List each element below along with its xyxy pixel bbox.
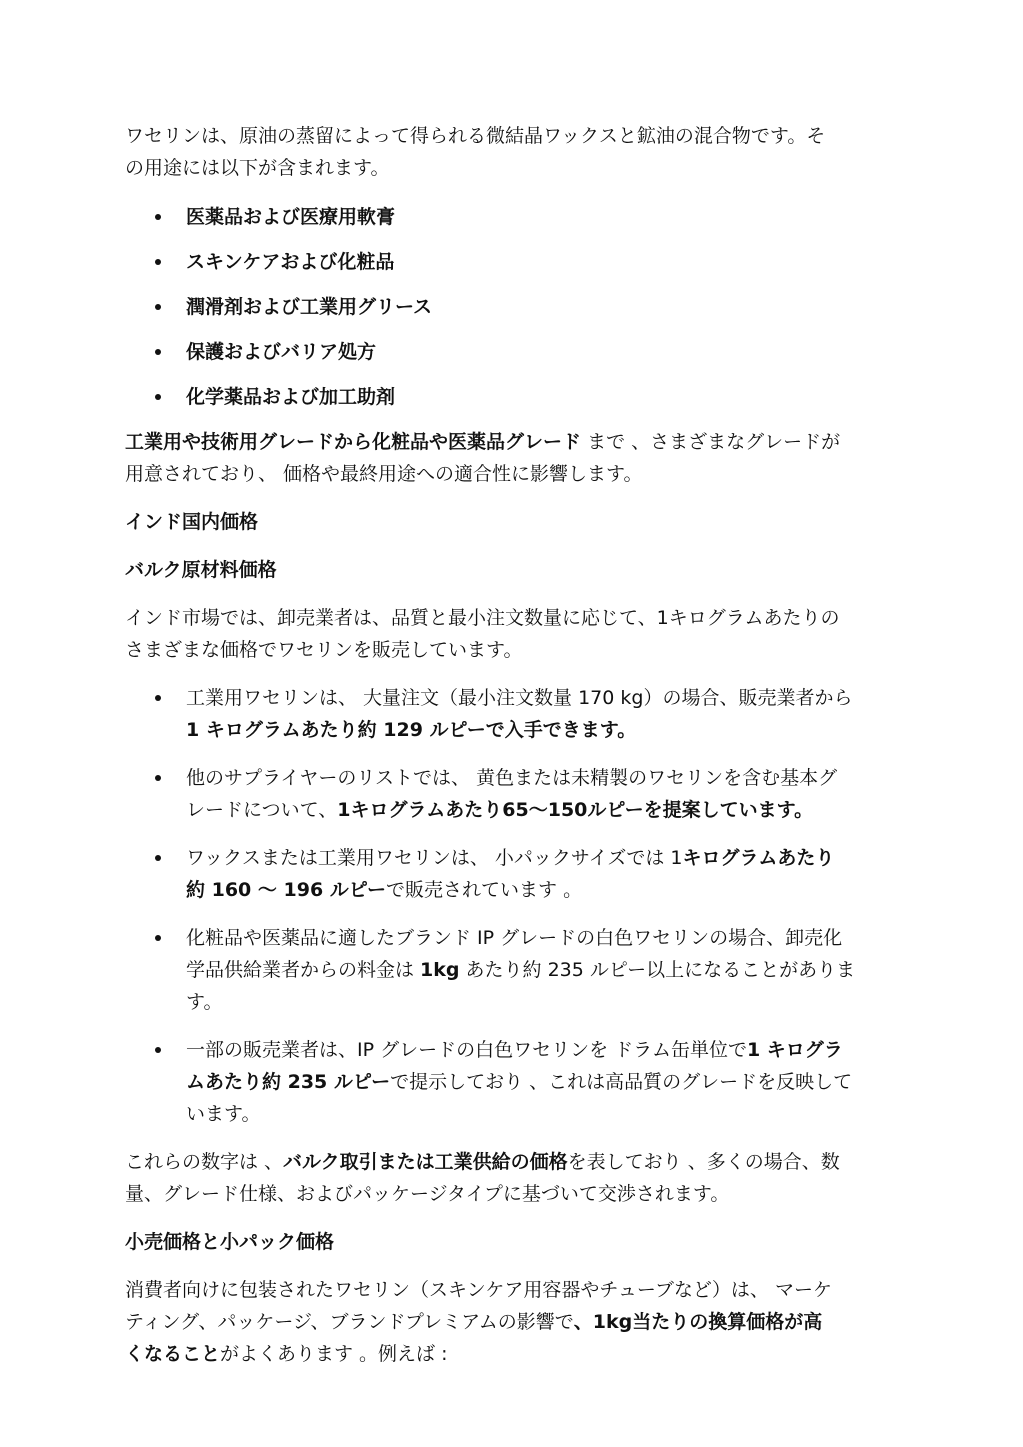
list-item: スキンケアおよび化粧品 (125, 246, 900, 278)
list-item: 他のサプライヤーのリストでは、 黄色または未精製のワセリンを含む基本グ レードについて、1キログラムあたり65〜150ルピーを提案しています。 (125, 762, 900, 826)
bullet-icon (155, 394, 161, 400)
bullet-icon (155, 349, 161, 355)
intro-line-1: ワセリンは、原油の蒸留によって得られる微結晶ワックスと鉱油の混合物です。そ (125, 125, 826, 147)
list-item: 保護およびバリア処方 (125, 336, 900, 368)
list-item: 一部の販売業者は、IP グレードの白色ワセリンを ドラム缶単位で1 キログラ ムあたり約 235 ルピーで提示しており 、これは高品質のグレードを反映して います。 (125, 1034, 900, 1130)
list-item: 医薬品および医療用軟膏 (125, 201, 900, 233)
bulk-intro-paragraph: インド市場では、卸売業者は、品質と最小注文数量に応じて、1キログラムあたりの さまざまな価格でワセリンを販売しています。 (125, 607, 840, 661)
list-item: 潤滑剤および工業用グリース (125, 291, 900, 323)
heading-retail: 小売価格と小パック価格 (125, 1231, 335, 1253)
retail-paragraph: 消費者向けに包装されたワセリン（スキンケア用容器やチューブなど）は、 マーケ ティング、パッケージ、ブランドプレミアムの影響で、1kg当たりの換算価格が高 くなることがよくあります 。例えば : (125, 1279, 832, 1365)
bullet-icon (155, 935, 161, 941)
list-item: 化粧品や医薬品に適したブランド IP グレードの白色ワセリンの場合、卸売化 学品供給業者からの料金は 1kg あたり約 235 ルピー以上になることがありま す。 (125, 922, 900, 1018)
bullet-icon (155, 775, 161, 781)
bullet-icon (155, 304, 161, 310)
bullet-icon (155, 214, 161, 220)
list-item: 化学薬品および加工助剤 (125, 381, 900, 413)
intro-line-2: の用途には以下が含まれます。 (125, 157, 390, 179)
list-item: 工業用ワセリンは、 大量注文（最小注文数量 170 kg）の場合、販売業者から 1 キログラムあたり約 129 ルピーで入手できます。 (125, 682, 900, 746)
bullet-icon (155, 855, 161, 861)
bullet-icon (155, 1047, 161, 1053)
prices-list (125, 682, 900, 1130)
summary-paragraph: これらの数字は 、バルク取引または工業供給の価格を表しており 、多くの場合、数 量、グレード仕様、およびパッケージタイプに基づいて交渉されます。 (125, 1151, 840, 1205)
document-page (125, 120, 900, 1370)
heading-india: インド国内価格 (125, 511, 259, 533)
heading-bulk: バルク原材料価格 (125, 559, 277, 581)
intro-paragraph (125, 120, 900, 184)
bullet-icon (155, 259, 161, 265)
list-item: ワックスまたは工業用ワセリンは、 小パックサイズでは 1キログラムあたり 約 160 〜 196 ルピーで販売されています 。 (125, 842, 900, 906)
uses-list (125, 201, 900, 413)
grades-paragraph: 工業用や技術用グレードから化粧品や医薬品グレード まで 、さまざまなグレードが 用意されており、 価格や最終用途への適合性に影響します。 (125, 431, 841, 485)
bullet-icon (155, 695, 161, 701)
